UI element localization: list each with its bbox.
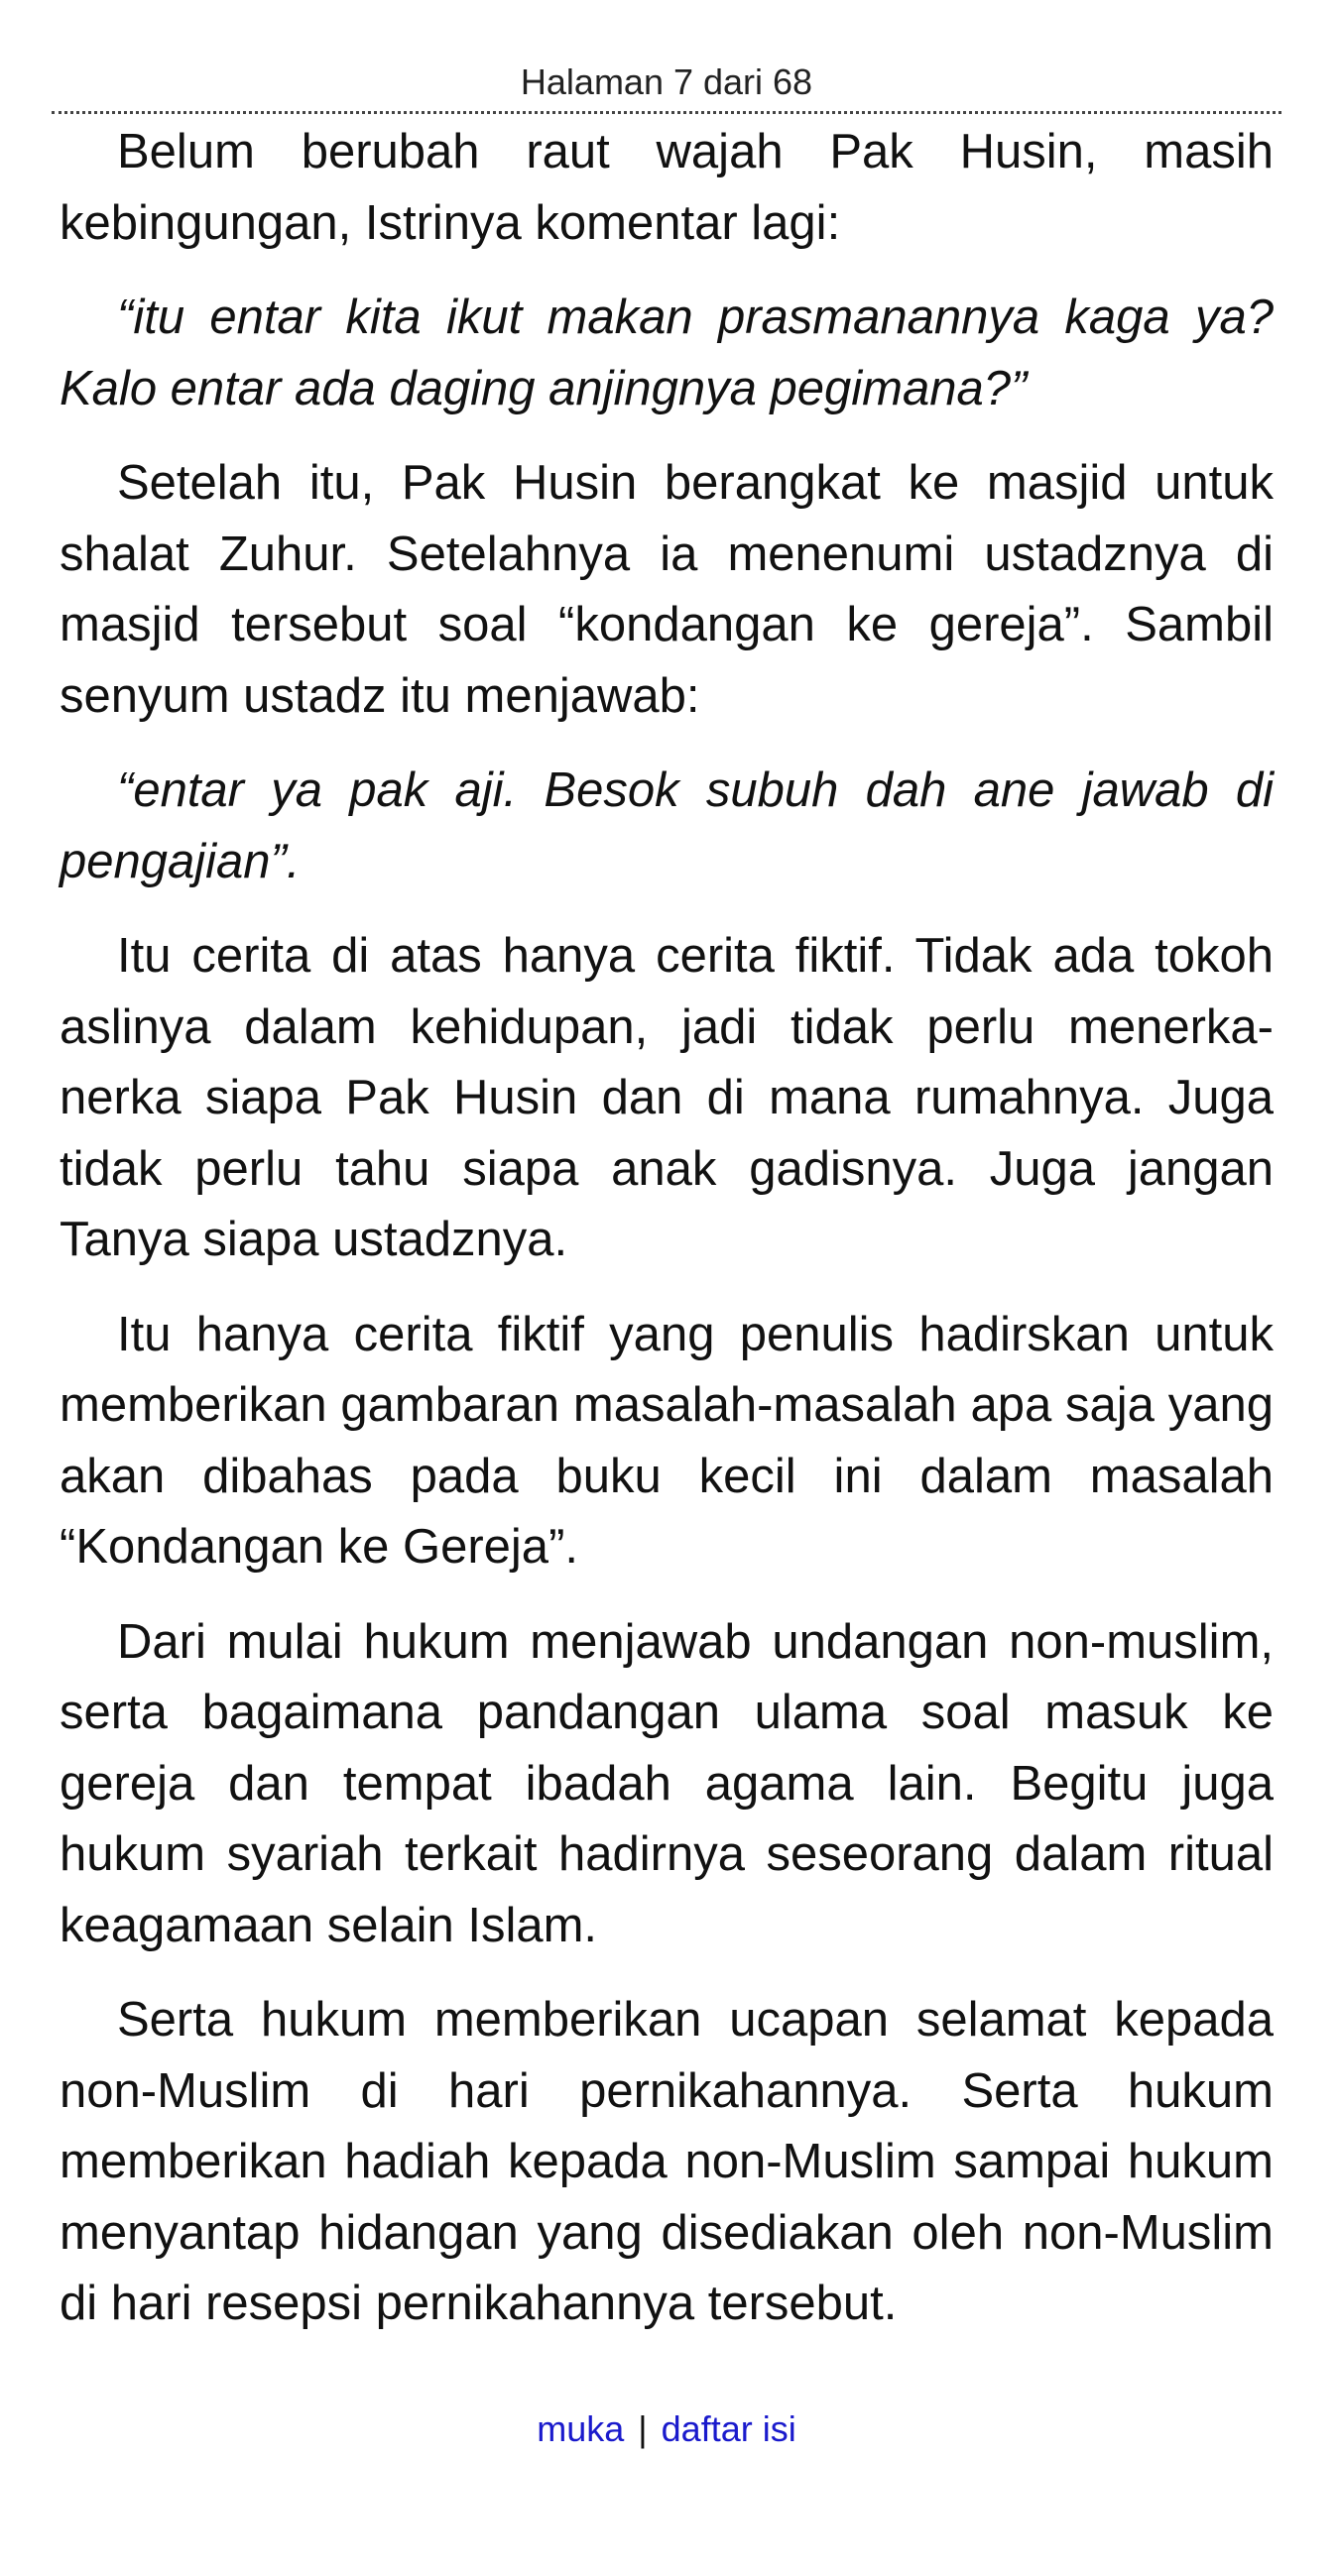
paragraph: Itu cerita di atas hanya cerita fiktif. Tidak ada tokoh aslinya dalam kehidupan, jadi tidak perlu menerka-nerka siapa Pak Husin dan di mana rumahnya. Juga tidak perlu tahu siapa anak gadisnya. Juga jangan Tanya siapa ustadznya. (60, 929, 1274, 1266)
footer-separator: | (638, 2408, 648, 2449)
table-of-contents-link[interactable]: daftar isi (661, 2408, 796, 2449)
quote-paragraph: “itu entar kita ikut makan prasmanannya kaga ya? Kalo entar ada daging anjingnya pegimana?” (60, 291, 1274, 415)
page-number-header: Halaman 7 dari 68 (520, 61, 813, 102)
home-link[interactable]: muka (537, 2408, 625, 2449)
header-divider (52, 111, 1281, 114)
footer-navigation (52, 2404, 1281, 2454)
paragraph: Belum berubah raut wajah Pak Husin, masih kebingungan, Istrinya komentar lagi: (60, 125, 1274, 250)
paragraph: Dari mulai hukum menjawab undangan non-muslim, serta bagaimana pandangan ulama soal masuk ke gereja dan tempat ibadah agama lain. Begitu juga hukum syariah terkait hadirnya seseorang dalam ritual keagamaan selain Islam. (60, 1614, 1274, 1952)
paragraph: Setelah itu, Pak Husin berangkat ke masjid untuk shalat Zuhur. Setelahnya ia menenumi ustadznya di masjid tersebut soal “kondangan ke gereja”. Sambil senyum ustadz itu menjawab: (60, 456, 1274, 723)
paragraph: Itu hanya cerita fiktif yang penulis hadirskan untuk memberikan gambaran masalah-masalah apa saja yang akan dibahas pada buku kecil ini dalam masalah “Kondangan ke Gereja”. (60, 1307, 1274, 1574)
quote-paragraph: “entar ya pak aji. Besok subuh dah ane jawab di pengajian”. (60, 763, 1274, 888)
page-content (60, 117, 1274, 2340)
paragraph: Serta hukum memberikan ucapan selamat kepada non-Muslim di hari pernikahannya. Serta hukum memberikan hadiah kepada non-Muslim sampai hukum menyantap hidangan yang disediakan oleh non-Muslim di hari resepsi pernikahannya tersebut. (60, 1993, 1274, 2330)
